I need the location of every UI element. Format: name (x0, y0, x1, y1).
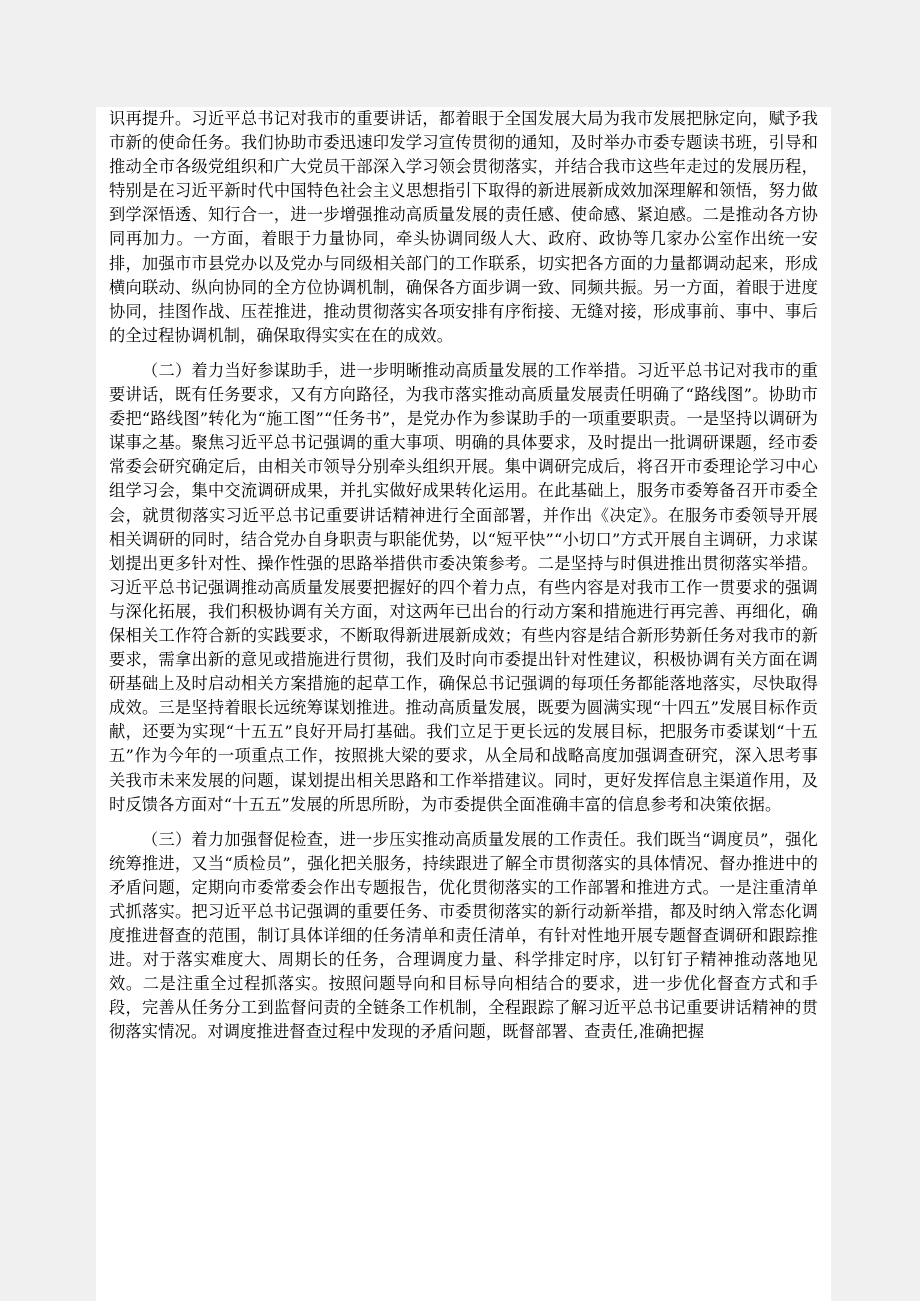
paragraph-gap (109, 817, 818, 828)
paragraph-section-2: （二）着力当好参谋助手，进一步明晰推动高质量发展的工作举措。习近平总书记对我市的重要讲话，既有任务要求，又有方向路径，为我市落实推动高质量发展责任明确了“路线图”。协助市委把“路线图”转化为“施工图”“任务书”，是党办作为参谋助手的一项重要职责。一是坚持以调研为谋事之基。聚焦习近平总书记强调的重大事项、明确的具体要求，及时提出一批调研课题，经市委常委会研究确定后，由相关市领导分别牵头组织开展。集中调研完成后，将召开市委理论学习中心组学习会，集中交流调研成果，并扎实做好成果转化运用。在此基础上，服务市委筹备召开市委全会，就贯彻落实习近平总书记重要讲话精神进行全面部署，并作出《决定》。在服务市委领导开展相关调研的同时，结合党办自身职责与职能优势，以“短平快”“小切口”方式开展自主调研，力求谋划提出更多针对性、操作性强的思路举措供市委决策参考。二是坚持与时俱进推出贯彻落实举措。习近平总书记强调推动高质量发展要把握好的四个着力点，有些内容是对我市工作一贯要求的强调与深化拓展，我们积极协调有关方面，对这两年已出台的行动方案和措施进行再完善、再细化，确保相关工作符合新的实践要求，不断取得新进展新成效；有些内容是结合新形势新任务对我市的新要求，需拿出新的意见或措施进行贯彻，我们及时向市委提出针对性建议，积极协调有关方面在调研基础上及时启动相关方案措施的起草工作，确保总书记强调的每项任务都能落地落实，尽快取得成效。三是坚持着眼长远统筹谋划推进。推动高质量发展，既要为圆满实现“十四五”发展目标作贡献，还要为实现“十五五”良好开局打基础。我们立足于更长远的发展目标，把服务市委谋划“十五五”作为今年的一项重点工作，按照挑大梁的要求，从全局和战略高度加强调查研究，深入思考事关我市未来发展的问题，谋划提出相关思路和工作举措建议。同时，更好发挥信息主渠道作用，及时反馈各方面对“十五五”发展的所思所盼，为市委提供全面准确丰富的信息参考和决策依据。 (109, 360, 818, 814)
document-page (96, 107, 831, 1301)
paragraph-continuation: 识再提升。习近平总书记对我市的重要讲话，都着眼于全国发展大局为我市发展把脉定向，赋予我市新的使命任务。我们协助市委迅速印发学习宣传贯彻的通知，及时举办市委专题读书班，引导和推动全市各级党组织和广大党员干部深入学习领会贯彻落实，并结合我市这些年走过的发展历程，特别是在习近平新时代中国特色社会主义思想指引下取得的新进展新成效加深理解和领悟，努力做到学深悟透、知行合一，进一步增强推动高质量发展的责任感、使命感、紧迫感。二是推动各方协同再加力。一方面，着眼于力量协同，牵头协调同级人大、政府、政协等几家办公室作出统一安排，加强市市县党办以及党办与同级相关部门的工作联系，切实把各方面的力量都调动起来，形成横向联动、纵向协同的全方位协调机制，确保各方面步调一致、同频共振。另一方面，着眼于进度协同，挂图作战、压茬推进，推动贯彻落实各项安排有序衔接、无缝对接，形成事前、事中、事后的全过程协调机制，确保取得实实在在的成效。 (109, 109, 818, 345)
paragraph-section-3: （三）着力加强督促检查，进一步压实推动高质量发展的工作责任。我们既当“调度员”，强化统筹推进，又当“质检员”，强化把关服务，持续跟进了解全市贯彻落实的具体情况、督办推进中的矛盾问题，定期向市委常委会作出专题报告，优化贯彻落实的工作部署和推进方式。一是注重清单式抓落实。把习近平总书记强调的重要任务、市委贯彻落实的新行动新举措，都及时纳入常态化调度推进督查的范围，制订具体详细的任务清单和责任清单，有针对性地开展专题督查调研和跟踪推进。对于落实难度大、周期长的任务，合理调度力量、科学排定时序，以钉钉子精神推动落地见效。二是注重全过程抓落实。按照问题导向和目标导向相结合的要求，进一步优化督查方式和手段，完善从任务分工到监督问责的全链条工作机制，全程跟踪了解习近平总书记重要讲话精神的贯彻落实情况。对调度推进督查过程中发现的矛盾问题，既督部署、查责任,准确把握 (109, 829, 818, 1042)
paragraph-gap (109, 348, 818, 359)
